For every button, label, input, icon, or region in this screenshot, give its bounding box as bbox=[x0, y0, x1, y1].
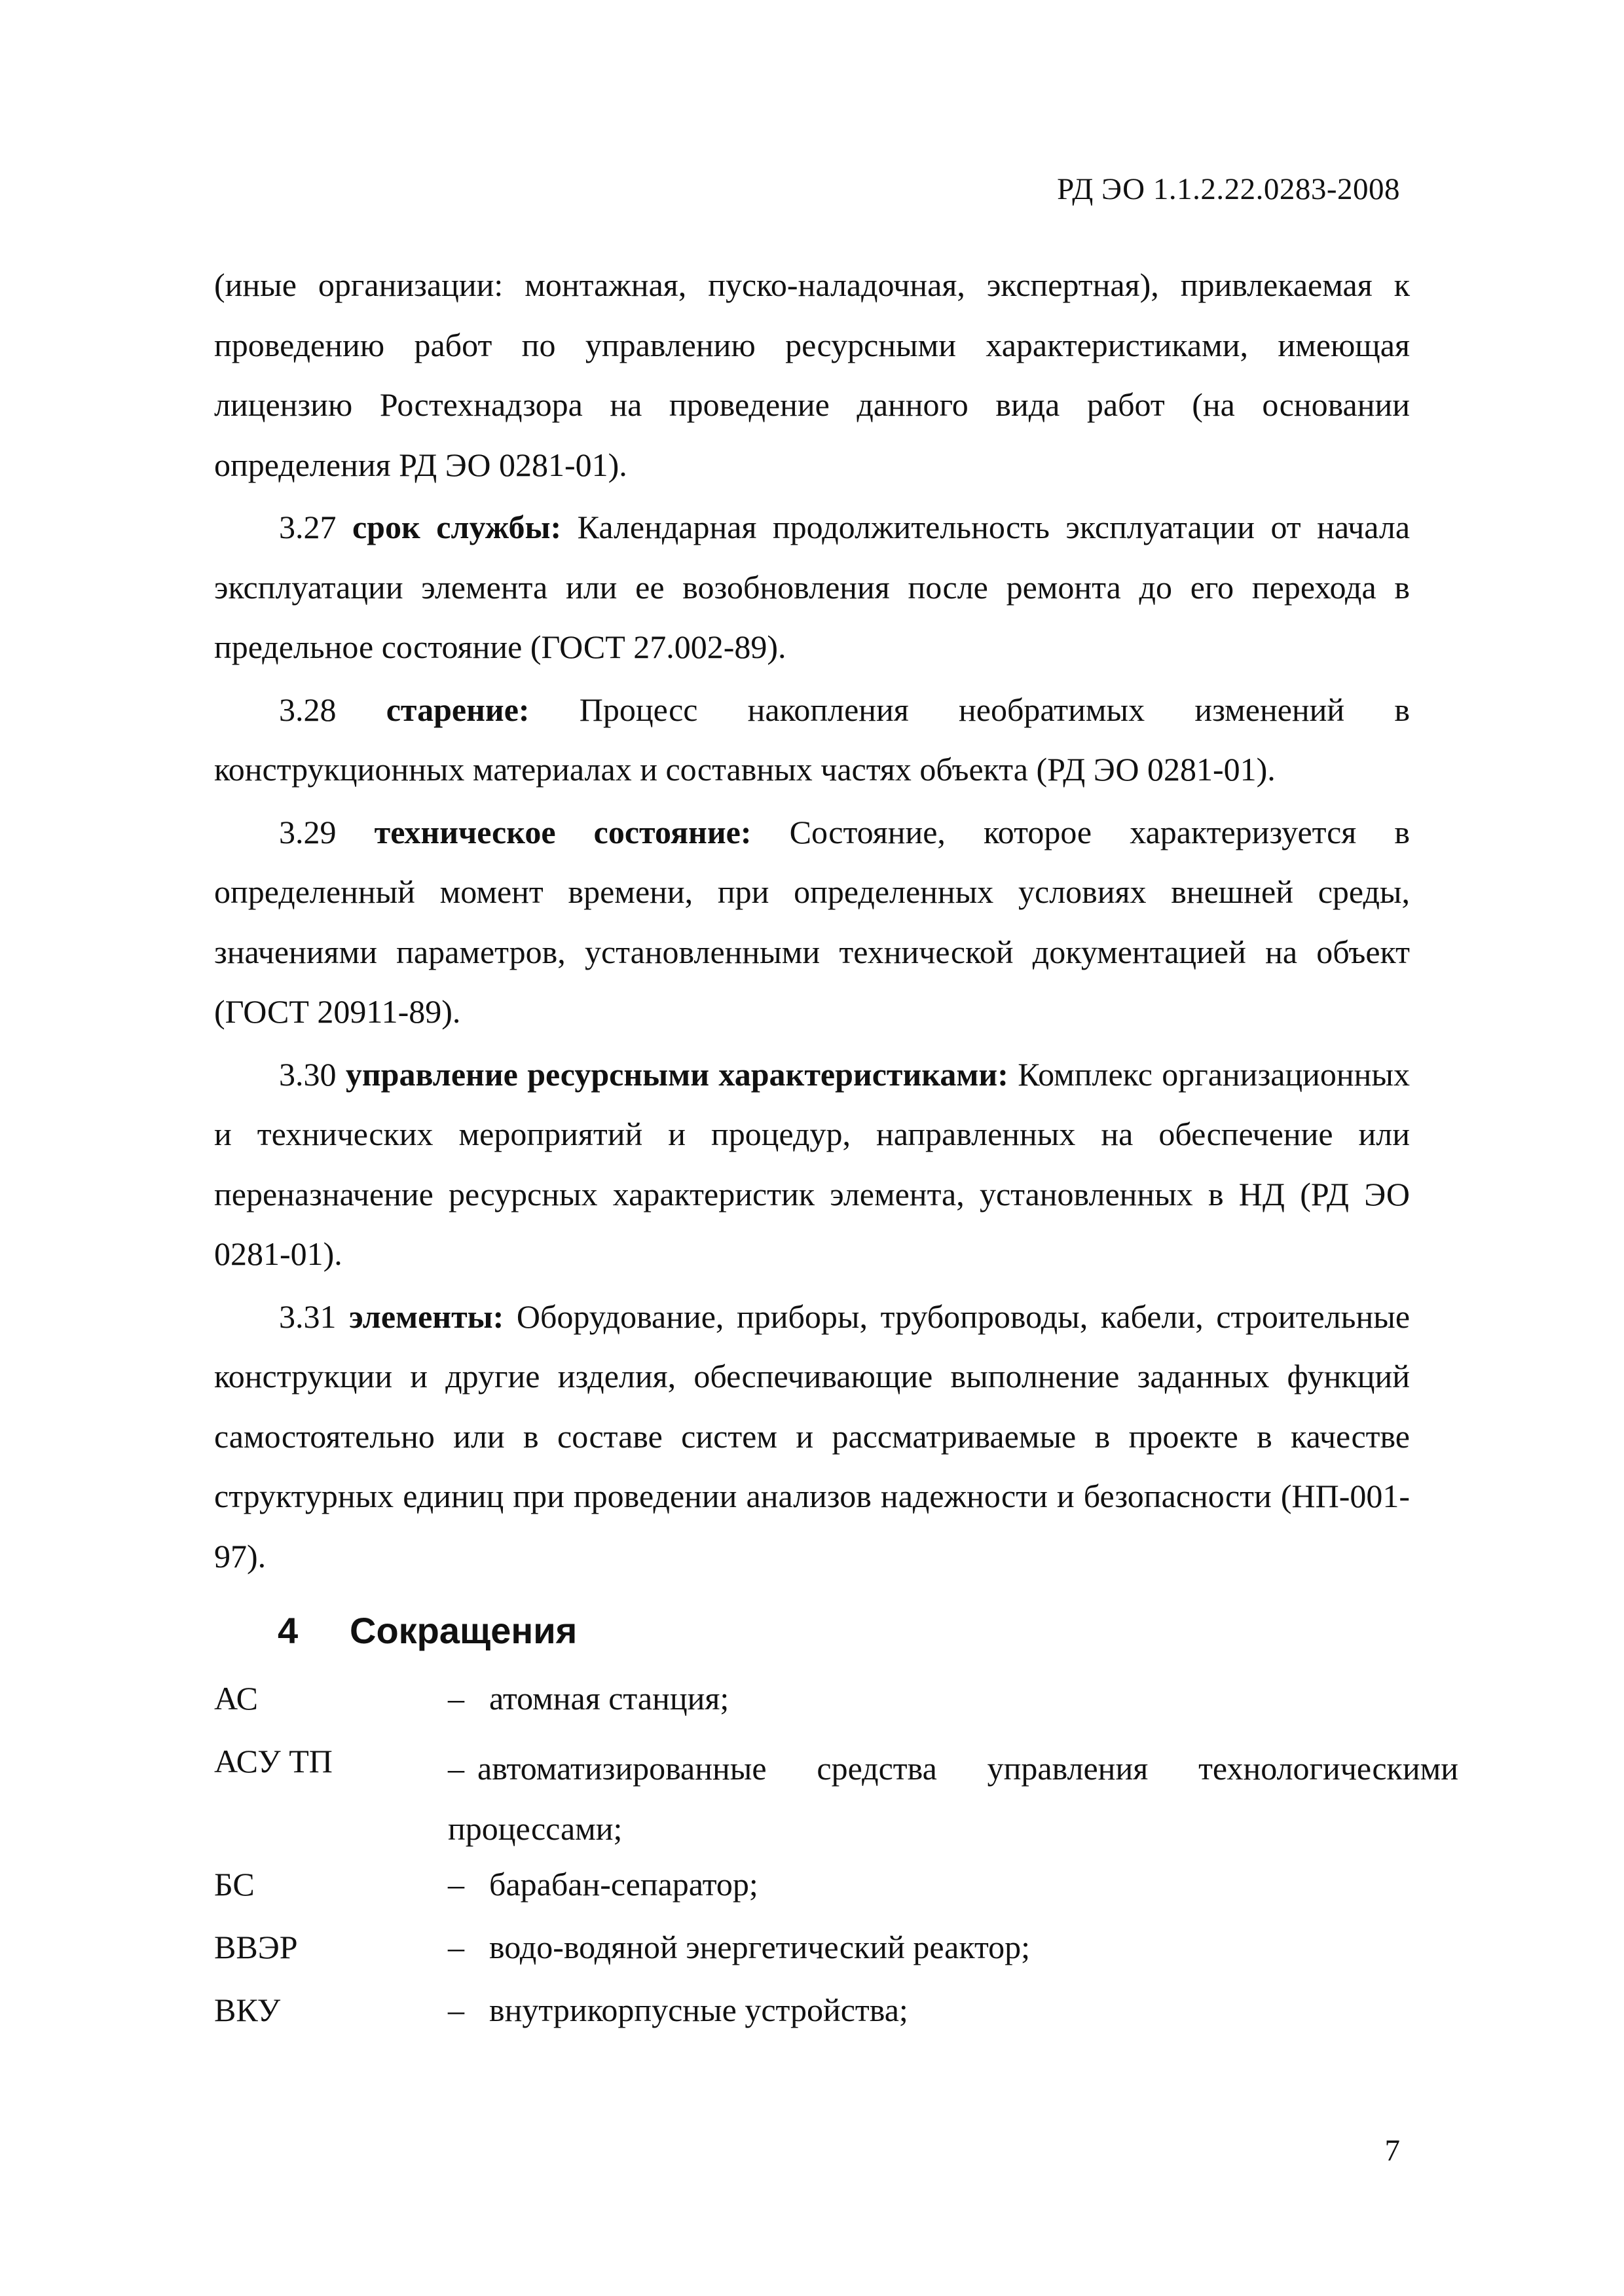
abbreviation-term: АС bbox=[214, 1680, 258, 1717]
abbreviation-term: ВВЭР bbox=[214, 1929, 298, 1965]
abbreviation-description-line bbox=[448, 1738, 1458, 1798]
definition-3-30 bbox=[214, 1045, 1410, 1285]
abbreviation-term: БС bbox=[214, 1866, 255, 1903]
definition-text: Календарная продолжительность эксплуатации от начала эксплуатации элемента или ее возобновления после ремонта до его перехода в предельное состояние (ГОСТ 27.002-89). bbox=[214, 509, 1411, 665]
definition-term: срок службы: bbox=[352, 509, 562, 545]
definition-3-31 bbox=[214, 1287, 1410, 1587]
definition-number: 3.28 bbox=[279, 691, 337, 728]
definition-text: Состояние, которое характеризуется в определенный момент времени, при определенных условиях внешней среды, значениями параметров, установленными технической документацией на объект (ГОСТ 20911-89). bbox=[214, 813, 1411, 1030]
definition-term: старение: bbox=[386, 691, 530, 728]
document-code: РД ЭО 1.1.2.22.0283-2008 bbox=[1057, 172, 1400, 206]
abbreviation-description-continuation: процессами; bbox=[448, 1810, 623, 1847]
abbreviation-description: водо-водяной энергетический реактор; bbox=[489, 1929, 1031, 1965]
abbreviation-row bbox=[214, 1991, 1458, 2054]
section-heading bbox=[278, 1609, 577, 1652]
definition-text: Комплекс организационных и технических мероприятий и процедур, направленных на обеспечение или переназначение ресурсных характеристик элемента, установленных в НД (РД ЭО 0281-01). bbox=[214, 1055, 1411, 1272]
abbreviation-dash: – bbox=[448, 1866, 464, 1903]
definition-term: техническое состояние: bbox=[374, 813, 752, 850]
abbreviation-description-text: автоматизированные средства управления технологическими bbox=[477, 1750, 1458, 1787]
abbreviation-row bbox=[214, 1865, 1458, 1928]
abbreviation-dash: – bbox=[448, 1992, 464, 2028]
abbreviation-dash: – bbox=[448, 1929, 464, 1965]
abbreviation-description: внутрикорпусные устройства; bbox=[489, 1992, 908, 2028]
definition-number: 3.30 bbox=[279, 1055, 337, 1093]
definition-3-28 bbox=[214, 680, 1410, 800]
definition-term: управление ресурсными характеристиками: bbox=[345, 1055, 1008, 1093]
definition-number: 3.29 bbox=[279, 813, 337, 850]
abbreviation-list bbox=[214, 1679, 1458, 2054]
body-text bbox=[214, 255, 1410, 1589]
definition-text: Процесс накопления необратимых изменений в конструкционных материалах и составных частях объекта (РД ЭО 0281-01). bbox=[214, 691, 1411, 788]
section-title: Сокращения bbox=[350, 1610, 578, 1651]
definition-3-29 bbox=[214, 803, 1410, 1042]
abbreviation-term: ВКУ bbox=[214, 1992, 281, 2028]
definition-number: 3.31 bbox=[279, 1298, 337, 1335]
definition-number: 3.27 bbox=[279, 509, 337, 545]
abbreviation-dash: – bbox=[448, 1680, 464, 1717]
abbreviation-description bbox=[448, 1738, 1458, 1859]
abbreviation-row bbox=[214, 1928, 1458, 1991]
page-number: 7 bbox=[1384, 2134, 1400, 2168]
abbreviation-description: барабан-сепаратор; bbox=[489, 1866, 758, 1903]
abbreviation-dash: – bbox=[448, 1750, 464, 1787]
abbreviation-term: АСУ ТП bbox=[214, 1743, 333, 1779]
abbreviation-description: атомная станция; bbox=[489, 1680, 729, 1717]
section-number: 4 bbox=[278, 1610, 299, 1651]
definition-term: элементы: bbox=[349, 1298, 504, 1335]
continuation-paragraph: (иные организации: монтажная, пуско-наладочная, экспертная), привлекаемая к проведению работ по управлению ресурсными характеристиками, имеющая лицензию Ростехнадзора на проведение данного вида работ (на основании определения РД ЭО 0281-01). bbox=[214, 266, 1410, 483]
abbreviation-row bbox=[214, 1679, 1458, 1742]
definition-3-27 bbox=[214, 498, 1410, 678]
definition-text: Оборудование, приборы, трубопроводы, кабели, строительные конструкции и другие изделия, обеспечивающие выполнение заданных функций самостоятельно или в составе систем и рассматриваемые в проекте в качестве структурных единиц при проведении анализов надежности и безопасности (НП-001-97). bbox=[214, 1298, 1411, 1575]
abbreviation-row bbox=[214, 1742, 1458, 1865]
